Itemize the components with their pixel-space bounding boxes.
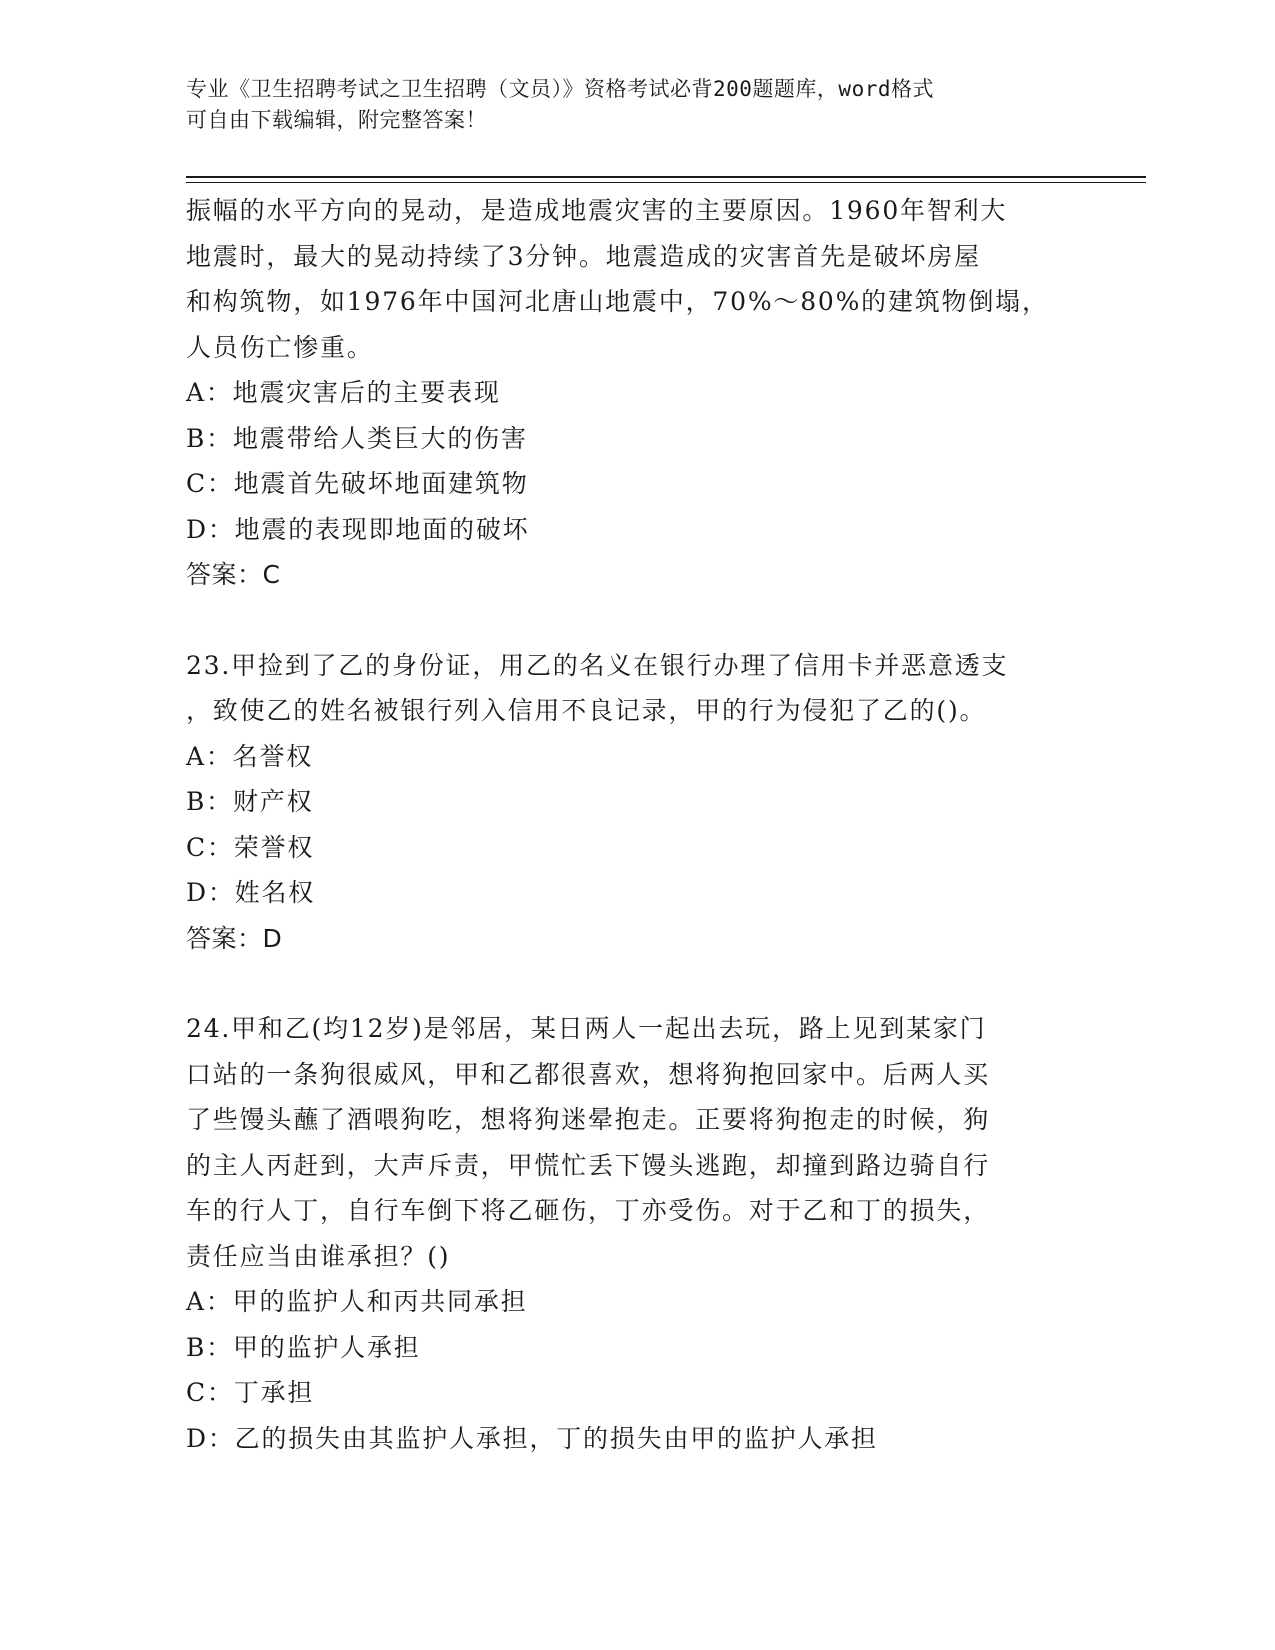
passage-line: 地震时，最大的晃动持续了3分钟。地震造成的灾害首先是破坏房屋	[186, 241, 981, 271]
question-stem-line: 车的行人丁，自行车倒下将乙砸伤，丁亦受伤。对于乙和丁的损失，	[186, 1196, 991, 1225]
header-divider-thick	[186, 176, 1146, 178]
question-stem-line: 23.甲捡到了乙的身份证，用乙的名义在银行办理了信用卡并恶意透支	[186, 650, 1009, 680]
option-a: A：名誉权	[186, 741, 314, 771]
question-22	[186, 188, 1086, 598]
option-b: B：财产权	[186, 787, 314, 816]
option-b: B：甲的监护人承担	[186, 1332, 421, 1362]
document-body	[186, 188, 1086, 1461]
question-stem-line: ，致使乙的姓名被银行列入信用不良记录，甲的行为侵犯了乙的()。	[186, 696, 987, 725]
passage-line: 人员伤亡惨重。	[186, 332, 374, 362]
question-23	[186, 643, 1086, 962]
option-a: A：地震灾害后的主要表现	[186, 378, 501, 407]
option-d: D：乙的损失由其监护人承担，丁的损失由甲的监护人承担	[186, 1423, 878, 1453]
option-a: A：甲的监护人和丙共同承担	[186, 1287, 528, 1316]
header-line-1: 专业《卫生招聘考试之卫生招聘（文员）》资格考试必背200题题库，word格式	[186, 77, 934, 101]
option-d: D：地震的表现即地面的破坏	[186, 514, 530, 544]
question-stem-line: 口站的一条狗很威风，甲和乙都很喜欢，想将狗抱回家中。后两人买	[186, 1059, 991, 1089]
passage-line: 振幅的水平方向的晃动，是造成地震灾害的主要原因。1960年智利大	[186, 196, 1008, 225]
option-b: B：地震带给人类巨大的伤害	[186, 423, 528, 453]
passage-line: 和构筑物，如1976年中国河北唐山地震中，70%～80%的建筑物倒塌，	[186, 287, 1049, 316]
header-line-2: 可自由下载编辑，附完整答案！	[186, 108, 487, 132]
question-stem-line: 的主人丙赶到，大声斥责，甲慌忙丢下馒头逃跑，却撞到路边骑自行	[186, 1150, 991, 1180]
option-c: C：地震首先破坏地面建筑物	[186, 469, 529, 498]
option-c: C：丁承担	[186, 1378, 315, 1407]
header-divider-thin	[186, 182, 1146, 183]
document-header	[186, 74, 1086, 136]
question-stem-line: 了些馒头蘸了酒喂狗吃，想将狗迷晕抱走。正要将狗抱走的时候，狗	[186, 1105, 991, 1134]
question-stem-line: 24.甲和乙(均12岁)是邻居，某日两人一起出去玩，路上见到某家门	[186, 1014, 987, 1043]
option-c: C：荣誉权	[186, 832, 315, 862]
option-d: D：姓名权	[186, 878, 316, 907]
question-24	[186, 1006, 1086, 1461]
answer-line: 答案：D	[186, 923, 283, 953]
spacer	[186, 598, 1086, 643]
spacer	[186, 961, 1086, 1006]
question-stem-line: 责任应当由谁承担？()	[186, 1241, 451, 1271]
answer-line: 答案：C	[186, 560, 281, 589]
